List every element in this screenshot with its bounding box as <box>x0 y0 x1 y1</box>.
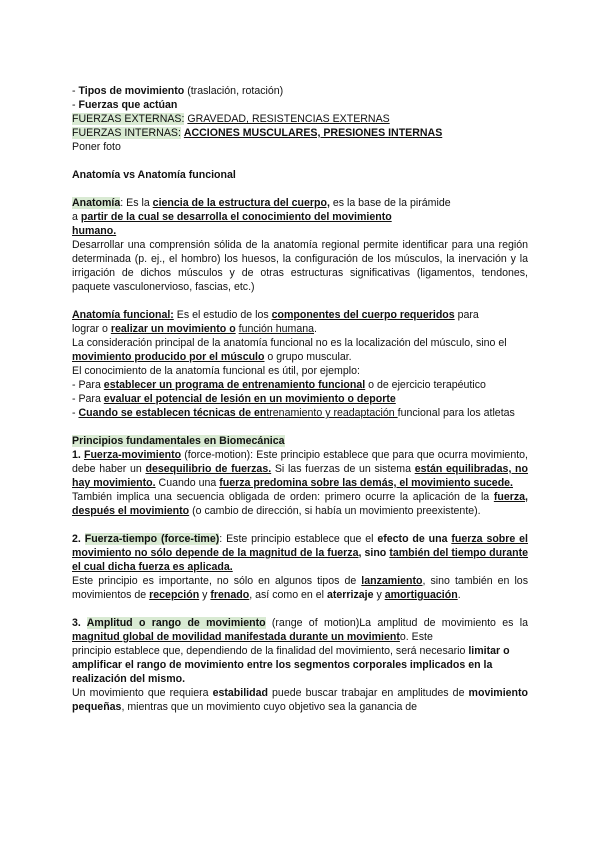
anatomy-definition-line3 <box>72 224 528 238</box>
internal-forces-line <box>72 126 528 140</box>
principle-2-note: Este principio es importante, no sólo en algunos tipos de lanzamiento, sino también en los movimientos de recepción y frenado, así como en el aterrizaje y amortiguación. <box>72 575 528 601</box>
functional-anatomy-consideration-bold: movimiento producido por el músculo <box>72 351 265 363</box>
list-item: - Cuando se establecen técnicas de entrenamiento y readaptación funcional para los atletas <box>72 407 515 419</box>
movement-types-line: - Tipos de movimiento (traslación, rotación) <box>72 85 284 97</box>
anatomy-definition-line2: a partir de la cual se desarrolla el conocimiento del movimiento <box>72 211 392 223</box>
functional-anatomy-bold2: realizar un movimiento o <box>110 323 236 335</box>
external-forces-value: GRAVEDAD, RESISTENCIAS EXTERNAS <box>187 113 390 125</box>
principle-1-note: También implica una secuencia obligada de orden: primero ocurre la aplicación de la fuerza, después el movimiento (o cambio de dirección, si había un movimiento preexistente). <box>72 491 528 517</box>
functional-anatomy-knowledge: El conocimiento de la anatomía funcional es útil, por ejemplo: <box>72 365 360 377</box>
movement-types-label: Tipos de movimiento <box>78 85 185 97</box>
anatomy-term: Anatomía <box>72 197 121 209</box>
functional-anatomy-term: Anatomía funcional: <box>72 309 174 321</box>
internal-forces-label: FUERZAS INTERNAS: <box>72 127 181 139</box>
principle-3-movement: Un movimiento que requiera estabilidad puede buscar trabajar en amplitudes de movimiento pequeñas, mientras que un movimiento cuyo objetivo sea la ganancia de <box>72 687 528 713</box>
document-page <box>72 84 528 714</box>
functional-anatomy-definition-line2: lograr o realizar un movimiento o función humana. <box>72 323 317 335</box>
anatomy-def-bold1: ciencia de la estructura del cuerpo, <box>152 197 330 209</box>
principle-1-term: Fuerza-movimiento <box>83 449 182 461</box>
list-item: - Para establecer un programa de entrenamiento funcional o de ejercicio terapéutico <box>72 379 486 391</box>
external-forces-line <box>72 112 528 126</box>
functional-anatomy-bold1: componentes del cuerpo requeridos <box>271 309 455 321</box>
anatomy-definition-line1: Anatomía: Es la ciencia de la estructura del cuerpo, es la base de la pirámide <box>72 197 451 209</box>
list-item-bold: evaluar el potencial de lesión en un movimiento o deporte <box>103 393 396 405</box>
principle-3-term: Amplitud o rango de movimiento <box>86 617 266 629</box>
functional-anatomy-underlined: función humana <box>238 323 315 335</box>
photo-note: Poner foto <box>72 141 121 153</box>
functional-anatomy-consideration: La consideración principal de la anatomía funcional no es la localización del músculo, sino el movimiento producido por el músculo o grupo muscular. <box>72 337 507 363</box>
principle-3: 3. Amplitud o rango de movimiento (range of motion)La amplitud de movimiento es la magnitud global de movilidad manifestada durante un movimiento. Este <box>72 617 528 643</box>
principle-3-note: principio establece que, dependiendo de la finalidad del movimiento, será necesario limitar o amplificar el rango de movimiento entre los segmentos corporales implicados en la realización del mismo. <box>72 645 510 685</box>
principles-heading: Principios fundamentales en Biomecánica <box>72 435 285 447</box>
forces-line: - Fuerzas que actúan <box>72 99 178 111</box>
internal-forces-value: ACCIONES MUSCULARES, PRESIONES INTERNAS <box>183 127 443 139</box>
principle-2-term: Fuerza-tiempo (force-time) <box>84 533 220 545</box>
principle-2: 2. Fuerza-tiempo (force-time): Este principio establece que el efecto de una fuerza sobre el movimiento no sólo depende de la magnitud de la fuerza, sino también del tiempo durante el cual dicha fuerza es aplicada. <box>72 533 529 573</box>
anatomy-def-bold2: partir de la cual se desarrolla el conocimiento del movimiento <box>80 211 392 223</box>
principle-1: 1. Fuerza-movimiento (force-motion): Este principio establece que para que ocurra movimiento, debe haber un desequilibrio de fuerzas. Si las fuerzas de un sistema están equilibradas, no hay movimiento. Cuando una fuerza predomina sobre las demás, el movimiento sucede. <box>72 449 529 489</box>
anatomy-description: Desarrollar una comprensión sólida de la anatomía regional permite identificar para una región determinada (p. ej., el hombro) los huesos, la configuración de los músculos, la inervación y la irrigación de dichos músculos y de otras estructuras significativas (ligamentos, tendones, paquete vasculonervioso, fascias, etc.) <box>72 239 528 293</box>
anatomy-heading: Anatomía vs Anatomía funcional <box>72 169 236 181</box>
forces-label: Fuerzas que actúan <box>78 99 178 111</box>
functional-anatomy-definition: Anatomía funcional: Es el estudio de los componentes del cuerpo requeridos para <box>72 309 479 321</box>
movement-types-rest: (traslación, rotación) <box>187 85 284 97</box>
list-item-underlined: trenamiento y readaptación <box>266 407 398 419</box>
anatomy-def-bold3: humano. <box>72 225 117 237</box>
list-item-bold: establecer un programa de entrenamiento funcional <box>103 379 366 391</box>
list-item: - Para evaluar el potencial de lesión en un movimiento o deporte <box>72 393 396 405</box>
external-forces-label: FUERZAS EXTERNAS: <box>72 113 185 125</box>
list-item-bold: Cuando se establecen técnicas de en <box>78 407 267 419</box>
